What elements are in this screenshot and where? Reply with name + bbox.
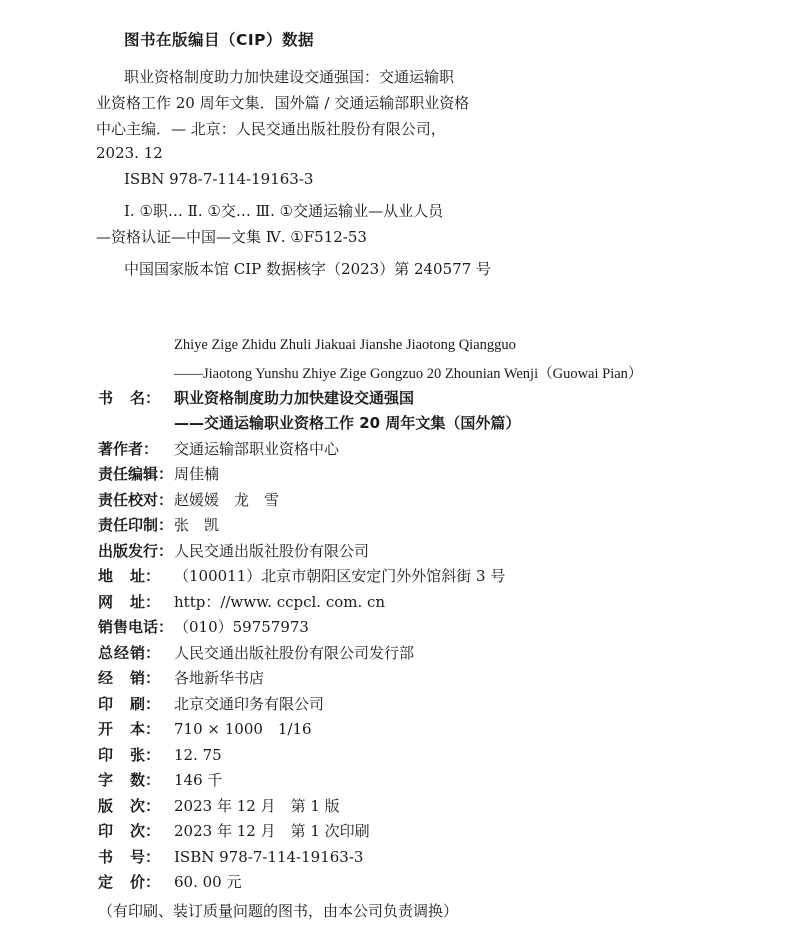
field-label: 著作者： — [98, 440, 159, 458]
colophon-row-edition — [98, 795, 340, 819]
field-label: 定 价： — [98, 873, 160, 891]
field-label: 出版发行： — [98, 542, 174, 560]
field-label: 责任编辑： — [98, 465, 174, 483]
field-label: 经 销： — [98, 669, 160, 687]
cip-line: 职业资格制度助力加快建设交通强国：交通运输职 — [124, 68, 455, 86]
field-value: 2023 年 12 月 第 1 次印刷 — [174, 822, 370, 840]
field-label: 责任校对： — [98, 491, 174, 509]
field-value: 北京交通印务有限公司 — [174, 695, 325, 713]
colophon-row-website — [98, 591, 385, 615]
field-value: ISBN 978-7-114-19163-3 — [174, 848, 364, 866]
book-title: 职业资格制度助力加快建设交通强国 — [174, 389, 415, 407]
field-value: （100011）北京市朝阳区安定门外外馆斜街 3 号 — [174, 567, 506, 585]
colophon-row-distributor — [98, 667, 264, 691]
colophon-row-publisher — [98, 540, 369, 564]
field-label: 印 张： — [98, 746, 160, 764]
website-link: http：//www. ccpcl. com. cn — [174, 593, 386, 611]
field-label: 销售电话： — [98, 618, 174, 636]
field-label: 印 次： — [98, 822, 160, 840]
field-label: 开 本： — [98, 720, 160, 738]
field-value: 12. 75 — [174, 746, 222, 764]
colophon-row-proofreader — [98, 489, 279, 513]
field-value: 146 千 — [174, 771, 223, 789]
field-value: 周佳楠 — [174, 465, 220, 483]
colophon-row-author — [98, 438, 339, 462]
field-label: 网 址： — [98, 593, 160, 611]
field-label: 版 次： — [98, 797, 160, 815]
field-label: 地 址： — [98, 567, 160, 585]
colophon-row-format — [98, 718, 312, 742]
field-label: 印 刷： — [98, 695, 160, 713]
cip-line: 2023. 12 — [96, 144, 163, 162]
colophon-row-sheets — [98, 744, 222, 768]
field-value: （010）59757973 — [174, 618, 309, 636]
field-value: 人民交通出版社股份有限公司 — [174, 542, 370, 560]
field-label: 责任印制： — [98, 516, 174, 534]
field-value: 60. 00 元 — [174, 873, 242, 891]
cip-classification: Ⅰ. ①职… Ⅱ. ①交… Ⅲ. ①交通运输业—从业人员 — [124, 202, 444, 220]
field-label: 书 号： — [98, 848, 160, 866]
colophon-row-isbn — [98, 846, 363, 870]
colophon-row-price — [98, 871, 241, 895]
colophon-row-printer — [98, 693, 324, 717]
colophon-row-phone — [98, 616, 309, 640]
colophon-row-address — [98, 565, 505, 589]
field-value: 交通运输部职业资格中心 — [174, 440, 340, 458]
field-value: 710 × 1000 1/16 — [174, 720, 312, 738]
field-value: 各地新华书店 — [174, 669, 265, 687]
cip-isbn: ISBN 978-7-114-19163-3 — [124, 170, 314, 188]
colophon-row-title — [98, 387, 414, 411]
field-label: 书 名： — [98, 389, 160, 407]
field-value: 人民交通出版社股份有限公司发行部 — [174, 644, 415, 662]
colophon-row-word-count — [98, 769, 222, 793]
cip-classification: —资格认证—中国—文集 Ⅳ. ①F512-53 — [96, 228, 367, 246]
cip-line: 业资格工作 20 周年文集．国外篇 / 交通运输部职业资格 — [96, 94, 470, 112]
colophon-row-printing-supervisor — [98, 514, 219, 538]
quality-note: （有印刷、装订质量问题的图书，由本公司负责调换） — [98, 902, 459, 920]
field-value: 张 凯 — [174, 516, 220, 534]
field-label: 总 经 销： — [98, 644, 160, 662]
field-label: 字 数： — [98, 771, 160, 789]
cip-data-number: 中国国家版本馆 CIP 数据核字（2023）第 240577 号 — [124, 260, 492, 278]
colophon-row-impression — [98, 820, 370, 844]
book-subtitle: ——交通运输职业资格工作 20 周年文集（国外篇） — [174, 414, 521, 432]
pinyin-title: Zhiye Zige Zhidu Zhuli Jiakuai Jianshe Jiaotong Qiangguo — [174, 337, 516, 353]
pinyin-subtitle: ——Jiaotong Yunshu Zhiye Zige Gongzuo 20 Zhounian Wenji（Guowai Pian） — [174, 366, 643, 382]
cip-line: 中心主编．— 北京：人民交通出版社股份有限公司， — [96, 120, 446, 138]
field-value: 赵媛媛 龙 雪 — [174, 491, 280, 509]
field-value: 2023 年 12 月 第 1 版 — [174, 797, 340, 815]
colophon-row-general-distributor — [98, 642, 414, 666]
cip-heading: 图书在版编目（CIP）数据 — [124, 31, 315, 49]
colophon-row-editor — [98, 463, 219, 487]
